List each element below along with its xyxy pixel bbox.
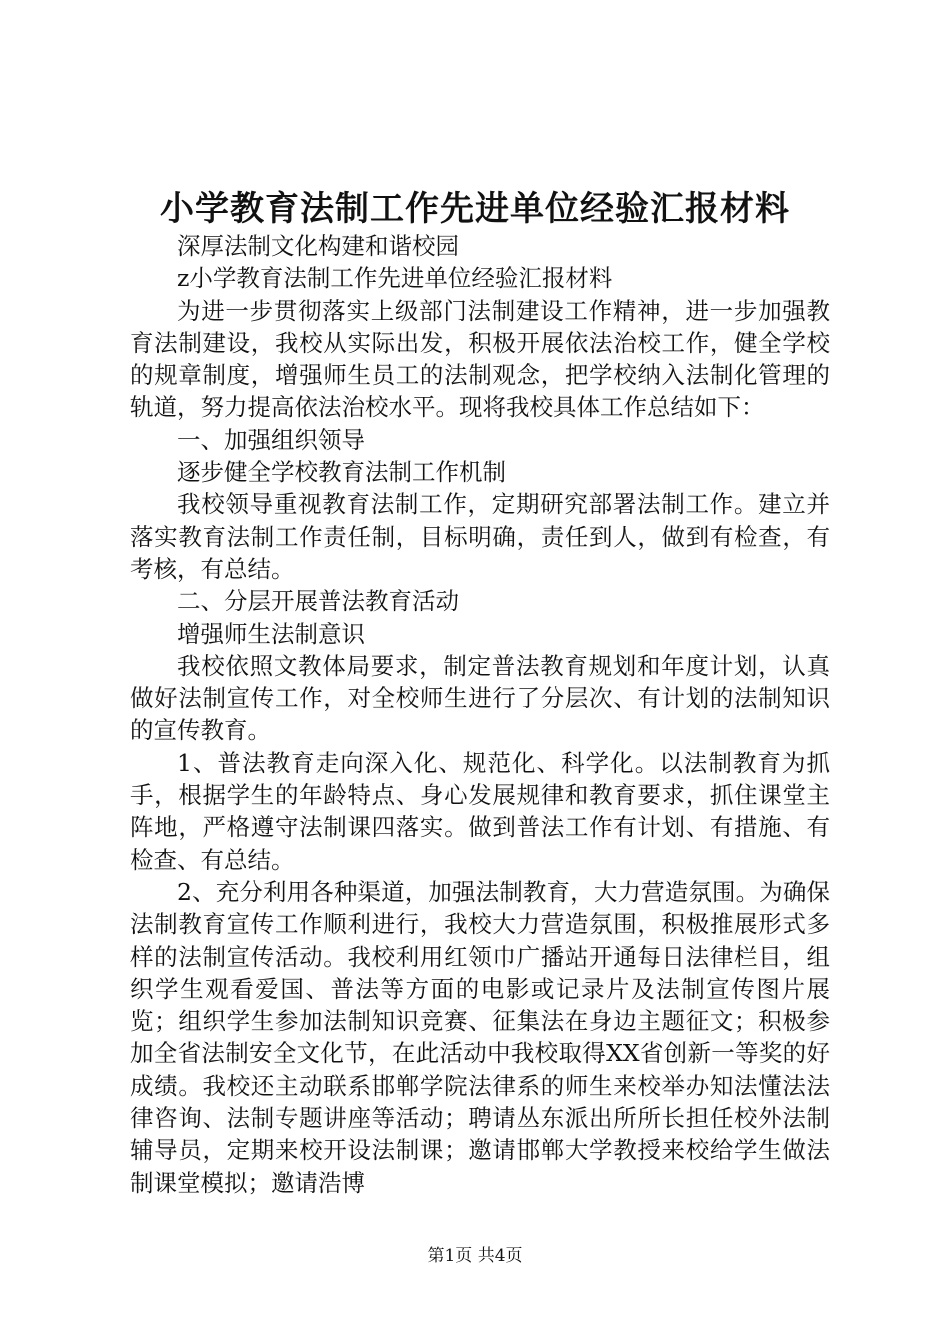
section-subheading-2: 增强师生法制意识 bbox=[177, 619, 365, 648]
section-1-paragraph: 我校领导重视教育法制工作，定期研究部署法制工作。建立并落实教育法制工作责任制，目标明确，责任到人，做到有检查，有考核，有总结。 bbox=[130, 490, 830, 583]
item-1-paragraph: 1、普法教育走向深入化、规范化、科学化。以法制教育为抓手，根据学生的年龄特点、身心发展规律和教育要求，抓住课堂主阵地，严格遵守法制课四落实。做到普法工作有计划、有措施、有检查、有总结。 bbox=[130, 748, 830, 874]
section-subheading-1: 逐步健全学校教育法制工作机制 bbox=[177, 458, 506, 487]
section-heading-1: 一、加强组织领导 bbox=[177, 425, 365, 454]
section-2-paragraph: 我校依照文教体局要求，制定普法教育规划和年度计划，认真做好法制宣传工作，对全校师生进行了分层次、有计划的法制知识的宣传教育。 bbox=[130, 651, 830, 745]
subtitle-line: 深厚法制文化构建和谐校园 bbox=[177, 232, 459, 260]
document-body bbox=[130, 230, 830, 1199]
page-number-footer: 第1页 共4页 bbox=[427, 1246, 523, 1266]
report-heading-line: z小学教育法制工作先进单位经验汇报材料 bbox=[177, 264, 613, 293]
section-heading-2: 二、分层开展普法教育活动 bbox=[177, 587, 459, 616]
intro-paragraph: 为进一步贯彻落实上级部门法制建设工作精神，进一步加强教育法制建设，我校从实际出发，积极开展依法治校工作，健全学校的规章制度，增强师生员工的法制观念，把学校纳入法制化管理的轨道，努力提高依法治校水平。现将我校具体工作总结如下： bbox=[130, 296, 830, 422]
document-title: 小学教育法制工作先进单位经验汇报材料 bbox=[160, 189, 790, 229]
item-2-paragraph: 2、充分利用各种渠道，加强法制教育，大力营造氛围。为确保法制教育宣传工作顺利进行，我校大力营造氛围，积极推展形式多样的法制宣传活动。我校利用红领巾广播站开通每日法律栏目，组织学生观看爱国、普法等方面的电影或记录片及法制宣传图片展览；组织学生参加法制知识竞赛、征集法在身边主题征文；积极参加全省法制安全文化节，在此活动中我校取得XX省创新一等奖的好成绩。我校还主动联系邯郸学院法律系的师生来校举办知法懂法法律咨询、法制专题讲座等活动；聘请丛东派出所所长担任校外法制辅导员，定期来校开设法制课；邀请邯郸大学教授来校给学生做法制课堂模拟；邀请浩博 bbox=[130, 877, 830, 1197]
